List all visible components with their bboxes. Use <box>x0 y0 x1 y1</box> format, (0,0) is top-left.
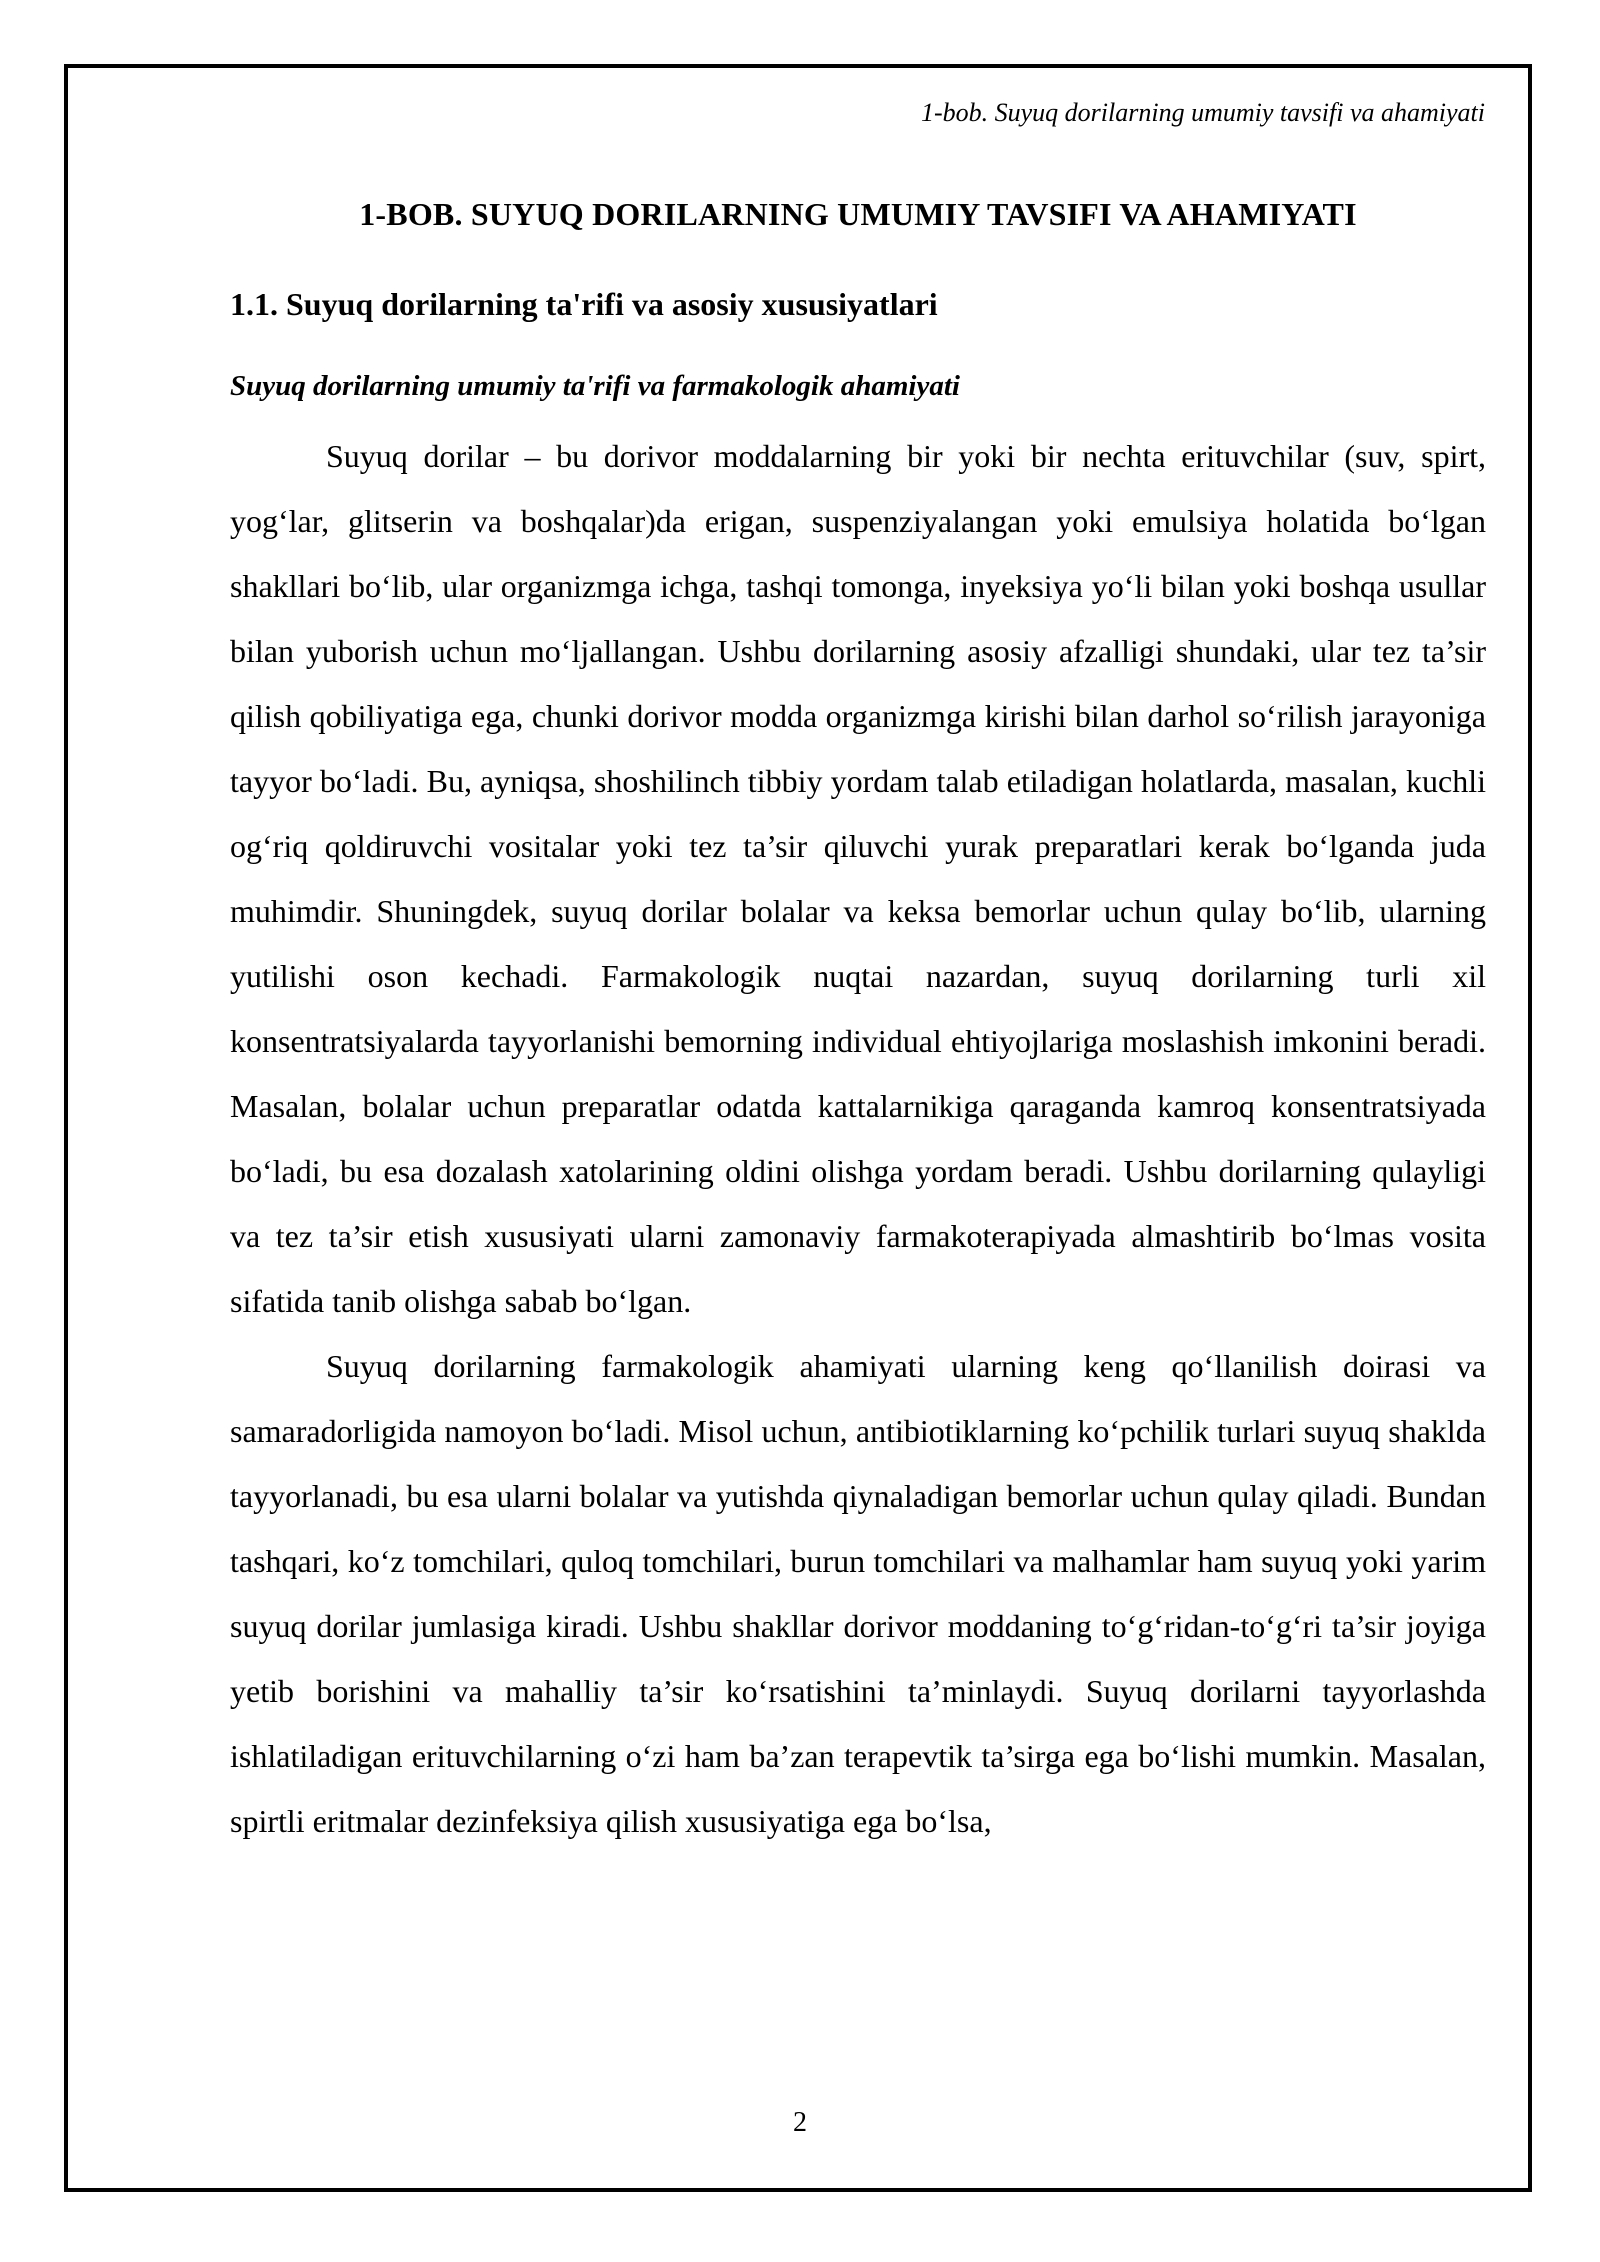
page-number: 2 <box>793 2107 807 2138</box>
chapter-title: 1-BOB. SUYUQ DORILARNING UMUMIY TAVSIFI VA AHAMIYATI <box>359 196 1357 232</box>
body-paragraph: Suyuq dorilarning farmakologik ahamiyati ularning keng qo‘llanilish doirasi va samaradorligida namoyon bo‘ladi. Misol uchun, antibiotiklarning ko‘pchilik turlari suyuq shaklda tayyorlanadi, bu esa ularni bolalar va yutishda qiynaladigan bemorlar uchun qulay qiladi. Bundan tashqari, ko‘z tomchilari, quloq tomchilari, burun tomchilari va malhamlar ham suyuq yoki yarim suyuq dorilar jumlasiga kiradi. Ushbu shakllar dorivor moddaning to‘g‘ridan-to‘g‘ri ta’sir joyiga yetib borishini va mahalliy ta’sir ko‘rsatishini ta’minlaydi. Suyuq dorilarni tayyorlashda ishlatiladigan erituvchilarning o‘zi ham ba’zan terapevtik ta’sirga ega bo‘lishi mumkin. Masalan, spirtli eritmalar dezinfeksiya qilish xususiyatiga ega bo‘lsa, <box>230 1348 1486 1839</box>
body-paragraph: Suyuq dorilar – bu dorivor moddalarning bir yoki bir nechta erituvchilar (suv, spirt, yog‘lar, glitserin va boshqalar)da erigan, suspenziyalangan yoki emulsiya holatida bo‘lgan shakllari bo‘lib, ular organizmga ichga, tashqi tomonga, inyeksiya yo‘li bilan yoki boshqa usullar bilan yuborish uchun mo‘ljallangan. Ushbu dorilarning asosiy afzalligi shundaki, ular tez ta’sir qilish qobiliyatiga ega, chunki dorivor modda organizmga kirishi bilan darhol so‘rilish jarayoniga tayyor bo‘ladi. Bu, ayniqsa, shoshilinch tibbiy yordam talab etiladigan holatlarda, masalan, kuchli og‘riq qoldiruvchi vositalar yoki tez ta’sir qiluvchi yurak preparatlari kerak bo‘lganda juda muhimdir. Shuningdek, suyuq dorilar bolalar va keksa bemorlar uchun qulay bo‘lib, ularning yutilishi oson kechadi. Farmakologik nuqtai nazardan, suyuq dorilarning turli xil konsentratsiyalarda tayyorlanishi bemorning individual ehtiyojlariga moslashish imkonini beradi. Masalan, bolalar uchun preparatlar odatda kattalarnikiga qaraganda kamroq konsentratsiyada bo‘ladi, bu esa dozalash xatolarining oldini olishga yordam beradi. Ushbu dorilarning qulayligi va tez ta’sir etish xususiyati ularni zamonaviy farmakoterapiyada almashtirib bo‘lmas vosita sifatida tanib olishga sabab bo‘lgan. <box>230 438 1486 1319</box>
page-body <box>230 186 1486 1854</box>
section-title: 1.1. Suyuq dorilarning ta'rifi va asosiy xususiyatlari <box>230 286 938 322</box>
running-header: 1-bob. Suyuq dorilarning umumiy tavsifi va ahamiyati <box>920 98 1485 127</box>
subsection-title: Suyuq dorilarning umumiy ta'rifi va farmakologik ahamiyati <box>230 370 960 402</box>
